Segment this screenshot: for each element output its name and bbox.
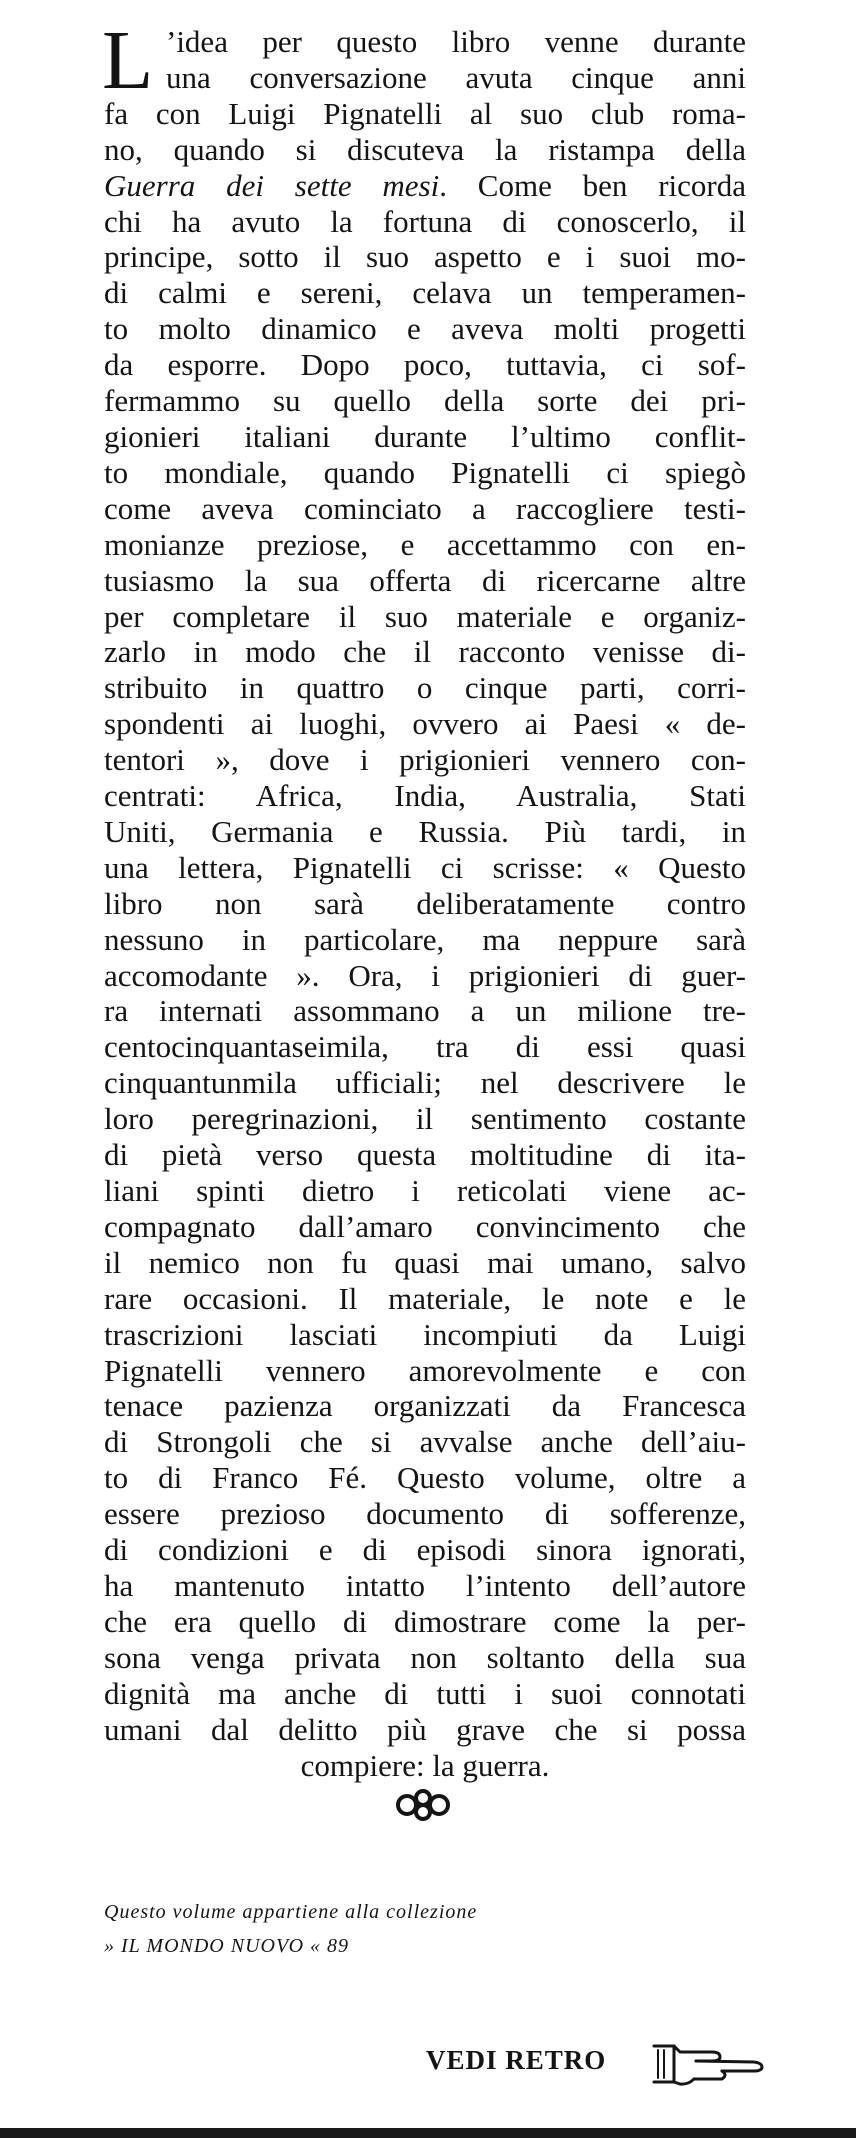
text-line: Uniti, Germania e Russia. Più tardi, in bbox=[104, 813, 746, 849]
text-line: Pignatelli vennero amorevolmente e con bbox=[104, 1352, 746, 1388]
text-line: il nemico non fu quasi mai umano, salvo bbox=[104, 1244, 746, 1280]
text-line: tentori », dove i prigionieri vennero con- bbox=[104, 742, 746, 778]
text-line: per completare il suo materiale e organiz- bbox=[104, 598, 746, 634]
text-line: rare occasioni. Il materiale, le note e le bbox=[104, 1280, 746, 1316]
text-line: to di Franco Fé. Questo volume, oltre a bbox=[104, 1460, 746, 1496]
text-line: monianze preziose, e accettammo con en- bbox=[104, 526, 746, 562]
text-fragment: . Come ben ricorda bbox=[439, 167, 746, 203]
pointing-hand-icon bbox=[650, 2040, 766, 2090]
text-line: compiere: la guerra. bbox=[300, 1747, 550, 1783]
text-line: umani dal delitto più grave che si possa bbox=[104, 1711, 746, 1747]
text-line: spondenti ai luoghi, ovvero ai Paesi « de- bbox=[104, 706, 746, 742]
text-line: principe, sotto il suo aspetto e i suoi mo- bbox=[104, 239, 746, 275]
knot-ornament-icon bbox=[393, 1788, 453, 1822]
text-line: fa con Luigi Pignatelli al suo club roma- bbox=[104, 95, 746, 131]
text-line: essere prezioso documento di sofferenze, bbox=[104, 1496, 746, 1532]
text-line: trascrizioni lasciati incompiuti da Luigi bbox=[104, 1316, 746, 1352]
text-line: fermammo su quello della sorte dei pri- bbox=[104, 383, 746, 419]
text-line: loro peregrinazioni, il sentimento costante bbox=[104, 1101, 746, 1137]
text-line: una lettera, Pignatelli ci scrisse: « Questo bbox=[104, 849, 746, 885]
text-line: da esporre. Dopo poco, tuttavia, ci sof- bbox=[104, 347, 746, 383]
text-line: che era quello di dimostrare come la per- bbox=[104, 1603, 746, 1639]
blurb-text bbox=[102, 14, 746, 1783]
text-line: stribuito in quattro o cinque parti, corri- bbox=[104, 670, 746, 706]
text-line: compagnato dall’amaro convincimento che bbox=[104, 1208, 746, 1244]
text-line: dignità ma anche di tutti i suoi connotati bbox=[104, 1675, 746, 1711]
text-line: tusiasmo la sua offerta di ricercarne altre bbox=[104, 562, 746, 598]
text-line: gionieri italiani durante l’ultimo conflit- bbox=[104, 418, 746, 454]
page-edge bbox=[0, 2128, 856, 2138]
book-title: Guerra dei sette mesi bbox=[104, 167, 440, 203]
text-line: accomodante ». Ora, i prigionieri di guer- bbox=[104, 957, 746, 993]
vedi-retro-label: VEDI RETRO bbox=[426, 2045, 607, 2075]
text-line: sona venga privata non soltanto della sua bbox=[104, 1639, 746, 1675]
text-line: to molto dinamico e aveva molti progetti bbox=[104, 311, 746, 347]
text-line: ’idea per questo libro venne durante bbox=[166, 24, 746, 59]
text-line: to mondiale, quando Pignatelli ci spiegò bbox=[104, 454, 746, 490]
drop-cap: L bbox=[102, 14, 154, 107]
text-line: no, quando si discuteva la ristampa della bbox=[104, 131, 746, 167]
text-line: tenace pazienza organizzati da Francesca bbox=[104, 1388, 746, 1424]
text-line: di calmi e sereni, celava un temperamen- bbox=[104, 275, 746, 311]
text-line: libro non sarà deliberatamente contro bbox=[104, 885, 746, 921]
text-line: centocinquantaseimila, tra di essi quasi bbox=[104, 1029, 746, 1065]
text-line: di Strongoli che si avvalse anche dell’aiu- bbox=[104, 1424, 746, 1460]
collection-note bbox=[104, 1895, 477, 1963]
text-line: di condizioni e di episodi sinora ignorati, bbox=[104, 1532, 746, 1568]
text-line bbox=[104, 168, 746, 204]
text-line: una conversazione avuta cinque anni bbox=[166, 59, 746, 95]
collection-series: » IL MONDO NUOVO « 89 bbox=[104, 1935, 350, 1957]
text-line: nessuno in particolare, ma neppure sarà bbox=[104, 921, 746, 957]
text-line: ha mantenuto intatto l’intento dell’autore bbox=[104, 1567, 746, 1603]
text-line: come aveva cominciato a raccogliere testi- bbox=[104, 490, 746, 526]
text-line: cinquantunmila ufficiali; nel descrivere le bbox=[104, 1065, 746, 1101]
text-line: chi ha avuto la fortuna di conoscerlo, il bbox=[104, 203, 746, 239]
text-line: di pietà verso questa moltitudine di ita- bbox=[104, 1137, 746, 1173]
text-line: centrati: Africa, India, Australia, Stati bbox=[104, 778, 746, 814]
text-line: liani spinti dietro i reticolati viene ac- bbox=[104, 1173, 746, 1208]
text-line: ra internati assommano a un milione tre- bbox=[104, 993, 746, 1029]
text-line: zarlo in modo che il racconto venisse di- bbox=[104, 634, 746, 670]
collection-line: Questo volume appartiene alla collezione bbox=[104, 1901, 478, 1923]
